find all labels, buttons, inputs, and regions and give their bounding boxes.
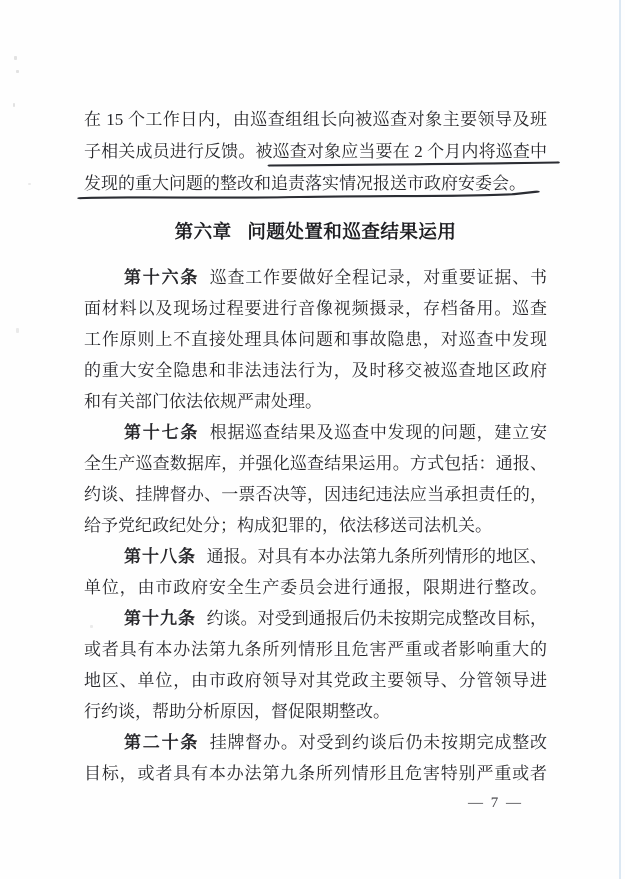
article-18 xyxy=(84,541,547,603)
article-18-line-1 xyxy=(84,541,547,572)
intro-line-2-pre: 子相关成员进行反馈。被 xyxy=(84,142,273,161)
scan-speckle xyxy=(90,625,93,628)
article-17-line-1-text: 根据巡查结果及巡查中发现的问题，建立安 xyxy=(209,423,548,442)
article-19 xyxy=(84,603,547,727)
article-19-line-1 xyxy=(84,603,547,634)
article-19-line-4: 行约谈，帮助分析原因，督促限期整改。 xyxy=(84,702,390,721)
article-18-term: 第十八条 xyxy=(124,547,197,566)
ink-underline-stroke xyxy=(270,158,557,168)
intro-line-3-underlined-text: 发现的重大问题的整改和追责落实情况报送市政府安委会。 xyxy=(84,174,526,193)
article-16-line-2: 面材料以及现场过程要进行音像视频摄录，存档备用。巡查 xyxy=(84,299,547,318)
article-19-line-3: 地区、单位，由市政府领导对其党政主要领导、分管领导进 xyxy=(84,671,547,690)
intro-line-1 xyxy=(84,104,547,136)
article-17-term: 第十七条 xyxy=(124,423,200,442)
page-number: — 7 — xyxy=(468,795,523,811)
article-20 xyxy=(84,727,547,789)
article-18-line-2: 单位，由市政府安全生产委员会进行通报，限期进行整改。 xyxy=(84,578,547,597)
article-17-line-4: 给予党纪政纪处分；构成犯罪的，依法移送司法机关。 xyxy=(84,516,492,535)
intro-paragraph xyxy=(84,104,547,200)
scan-speckle xyxy=(28,183,31,185)
intro-line-3 xyxy=(84,168,547,200)
article-20-term: 第二十条 xyxy=(124,733,200,752)
scan-speckle xyxy=(13,103,15,107)
intro-line-2 xyxy=(84,136,547,168)
chapter-heading xyxy=(84,216,547,248)
article-17 xyxy=(84,417,547,541)
article-17-line-1 xyxy=(84,417,547,448)
article-16 xyxy=(84,262,547,417)
chapter-number: 第六章 xyxy=(174,221,232,242)
article-18-line-1-text: 通报。对具有本办法第九条所列情形的地区、 xyxy=(206,547,548,566)
scan-speckle xyxy=(16,328,19,333)
article-16-line-5: 和有关部门依法依规严肃处理。 xyxy=(84,392,322,411)
article-20-line-1-text: 挂牌督办。对受到约谈后仍未按期完成整改 xyxy=(209,733,548,752)
article-17-line-3: 约谈、挂牌督办、一票否决等，因违纪违法应当承担责任的， xyxy=(84,485,547,504)
chapter-title: 问题处置和巡查结果运用 xyxy=(247,221,457,242)
article-16-line-1 xyxy=(84,262,547,293)
scan-page-edge-line xyxy=(619,0,621,879)
article-19-line-2: 或者具有本办法第九条所列情形且危害严重或者影响重大的 xyxy=(84,640,547,659)
article-17-line-2: 全生产巡查数据库，并强化巡查结果运用。方式包括：通报、 xyxy=(84,454,547,473)
ink-underline-1 xyxy=(273,142,547,161)
ink-underline-2 xyxy=(84,174,526,193)
article-19-term: 第十九条 xyxy=(124,609,197,628)
article-16-line-4: 的重大安全隐患和非法违法行为，及时移交被巡查地区政府 xyxy=(84,361,547,380)
intro-line-2-underlined-text: 巡查对象应当要在 2 个月内将巡查中 xyxy=(272,142,548,161)
article-19-line-1-text: 约谈。对受到通报后仍未按期完成整改目标， xyxy=(206,609,548,628)
article-20-line-1 xyxy=(84,727,547,758)
articles-section xyxy=(84,262,547,789)
scan-speckle xyxy=(14,56,17,60)
scan-speckle xyxy=(16,70,19,73)
article-20-line-2: 目标，或者具有本办法第九条所列情形且危害特别严重或者 xyxy=(84,764,547,783)
article-16-term: 第十六条 xyxy=(124,268,200,287)
ink-underline-stroke xyxy=(81,190,536,200)
article-16-line-3: 工作原则上不直接处理具体问题和事故隐患，对巡查中发现 xyxy=(84,330,547,349)
intro-line-1-text: 在 15 个工作日内，由巡查组组长向被巡查对象主要领导及班 xyxy=(84,110,547,129)
article-16-line-1-text: 巡查工作要做好全程记录，对重要证据、书 xyxy=(209,268,548,287)
